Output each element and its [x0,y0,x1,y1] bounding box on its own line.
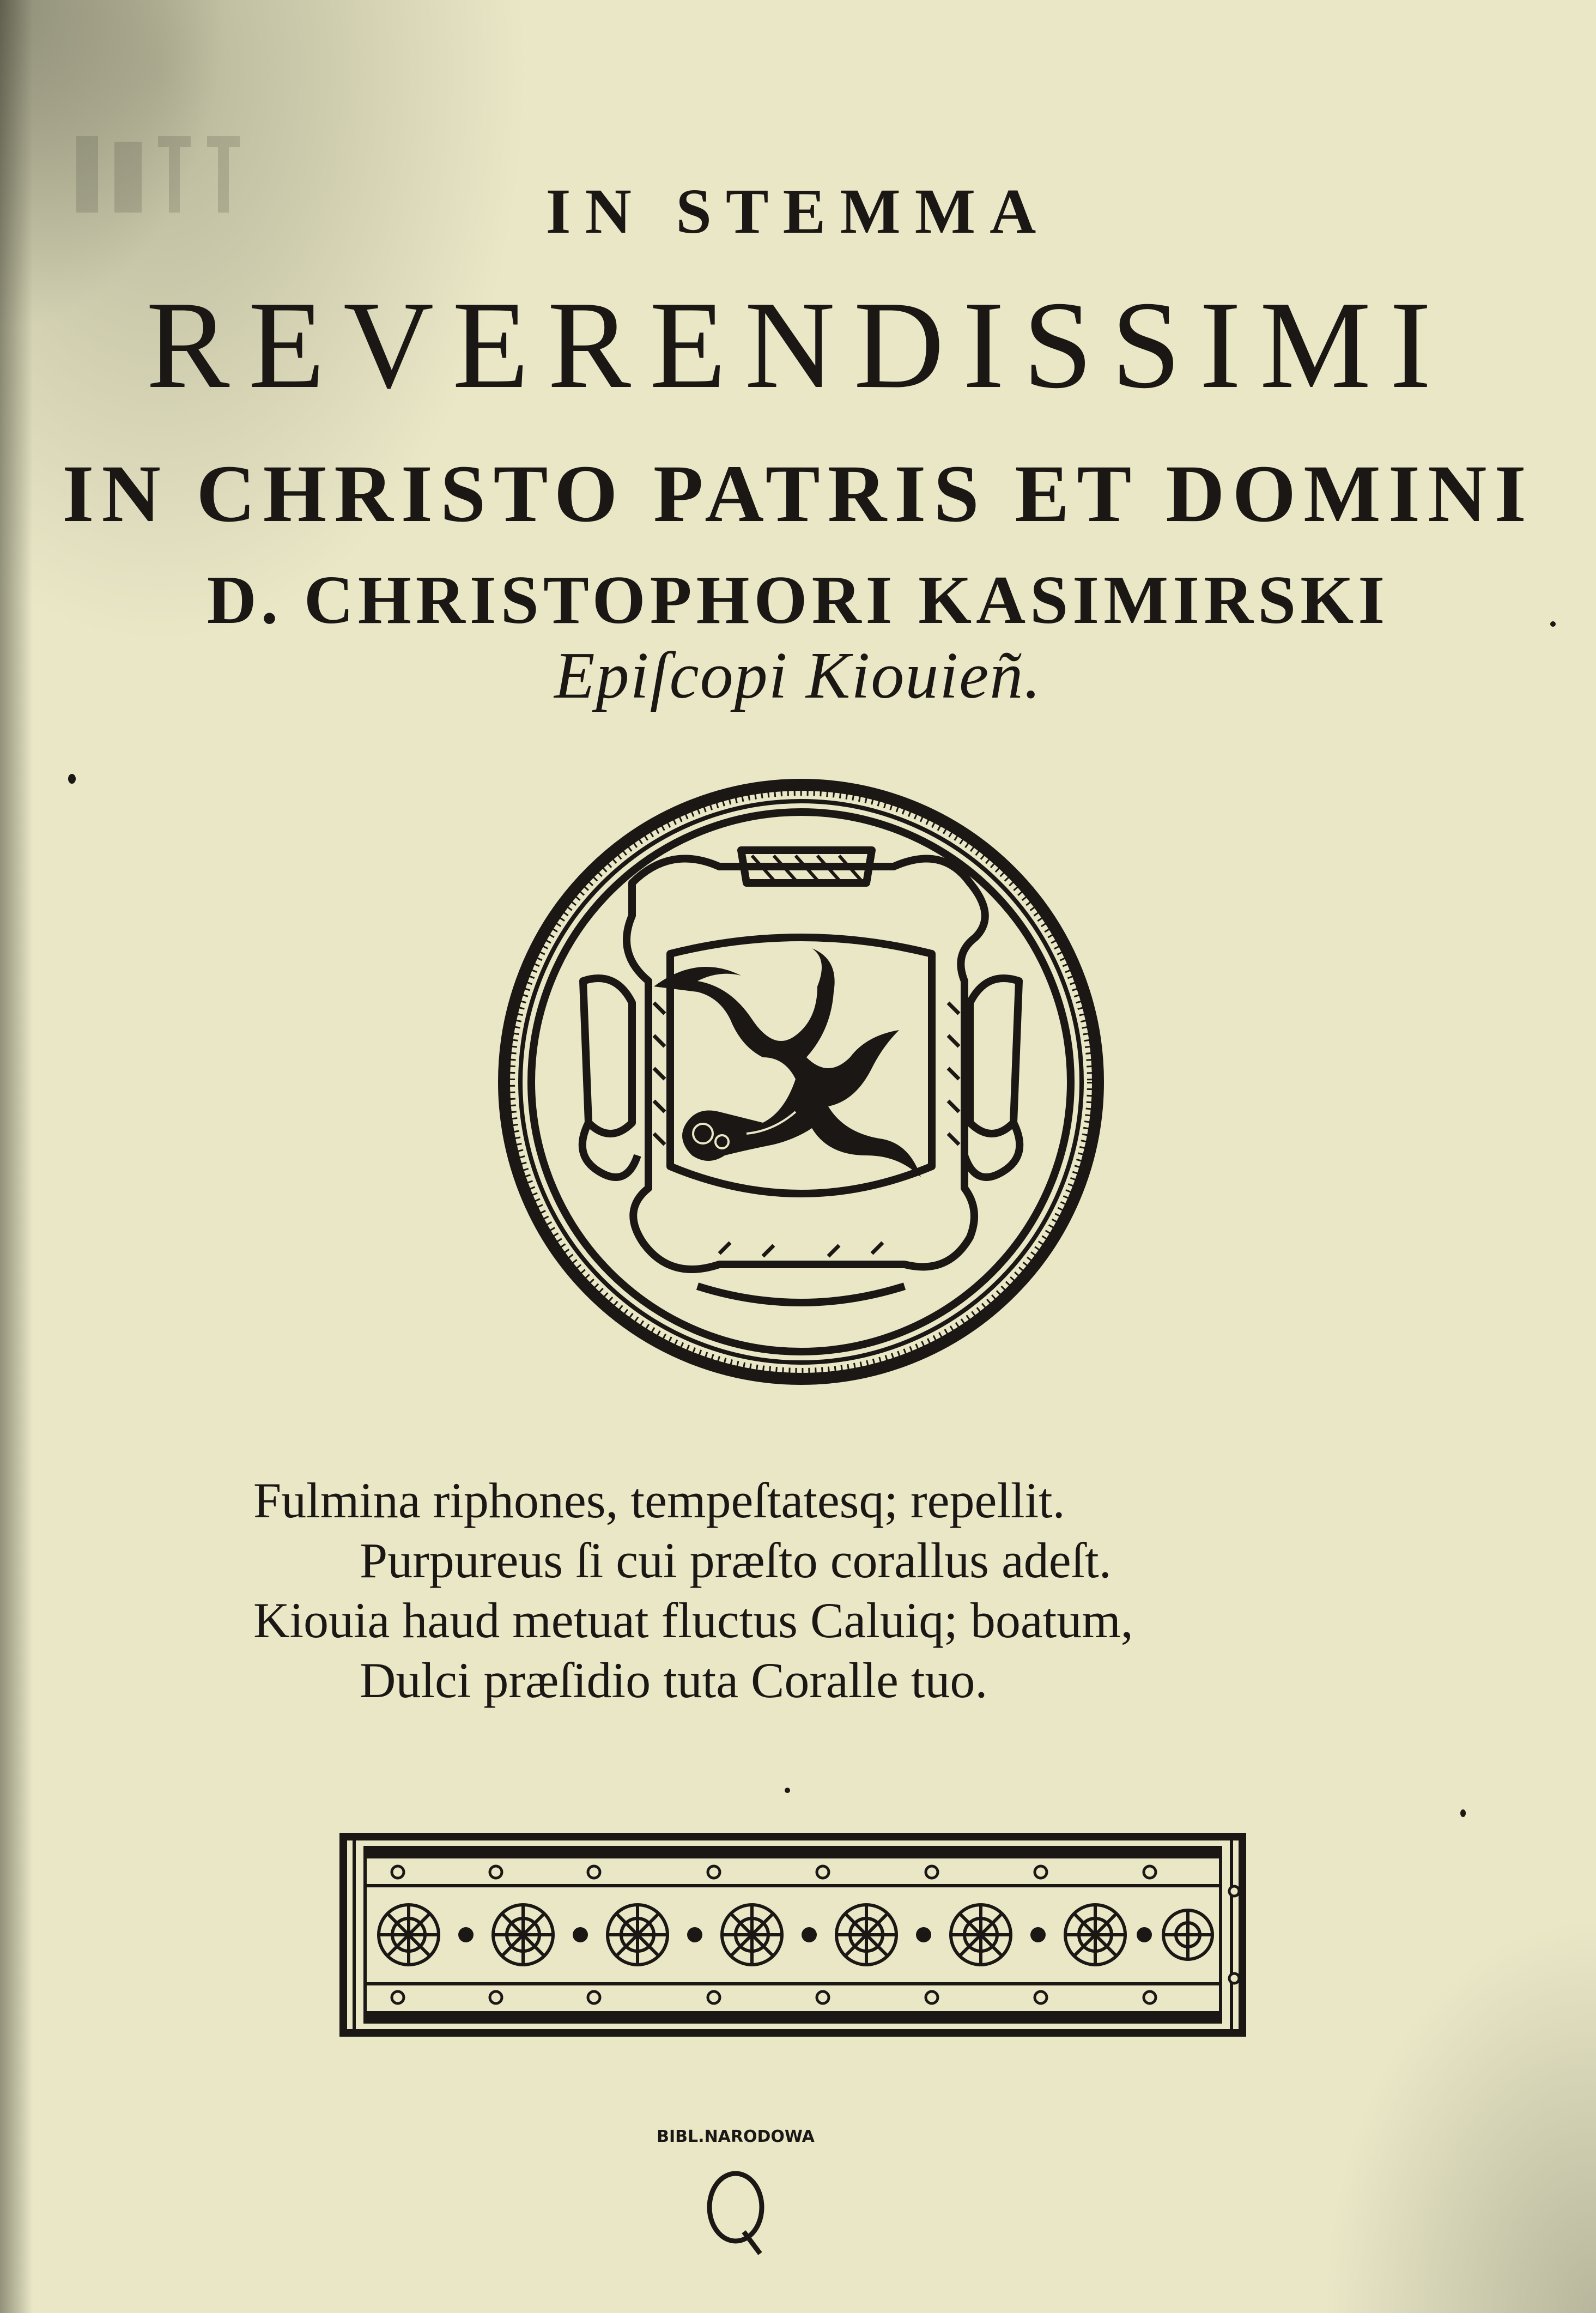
verse-line-1: Fulmina riphones, tempeſtatesq; repellit. [253,1473,1065,1528]
verse-line-3: Kiouia haud metuat fluctus Caluiq; boatum, [253,1593,1133,1648]
title-line-in-christo: IN CHRISTO PATRIS ET DOMINI [62,449,1534,539]
verse-line-2: Purpureus ſi cui præſto corallus adeſt. [360,1533,1112,1588]
verse-line-4: Dulci præſidio tuta Coralle tuo. [360,1652,988,1708]
ornamental-border-icon [332,1826,1253,2044]
ink-speck [1550,621,1556,627]
title-line-christophori: D. CHRISTOPHORI KASIMIRSKI [207,562,1389,638]
ink-speck [785,1788,790,1793]
library-stamp-icon [657,2126,815,2289]
title-line-reverendissimi: REVERENDISSIMI [146,275,1450,414]
ink-speck [1460,1809,1466,1817]
coat-of-arms-woodcut-icon [490,774,1112,1390]
title-line-episcopi: Epiſcopi Kiouieñ. [554,639,1042,712]
title-line-in-stemma: IN STEMMA [545,175,1051,247]
stamp-text: BIBL.NARODOWA [657,2127,815,2146]
ink-speck [68,774,76,784]
